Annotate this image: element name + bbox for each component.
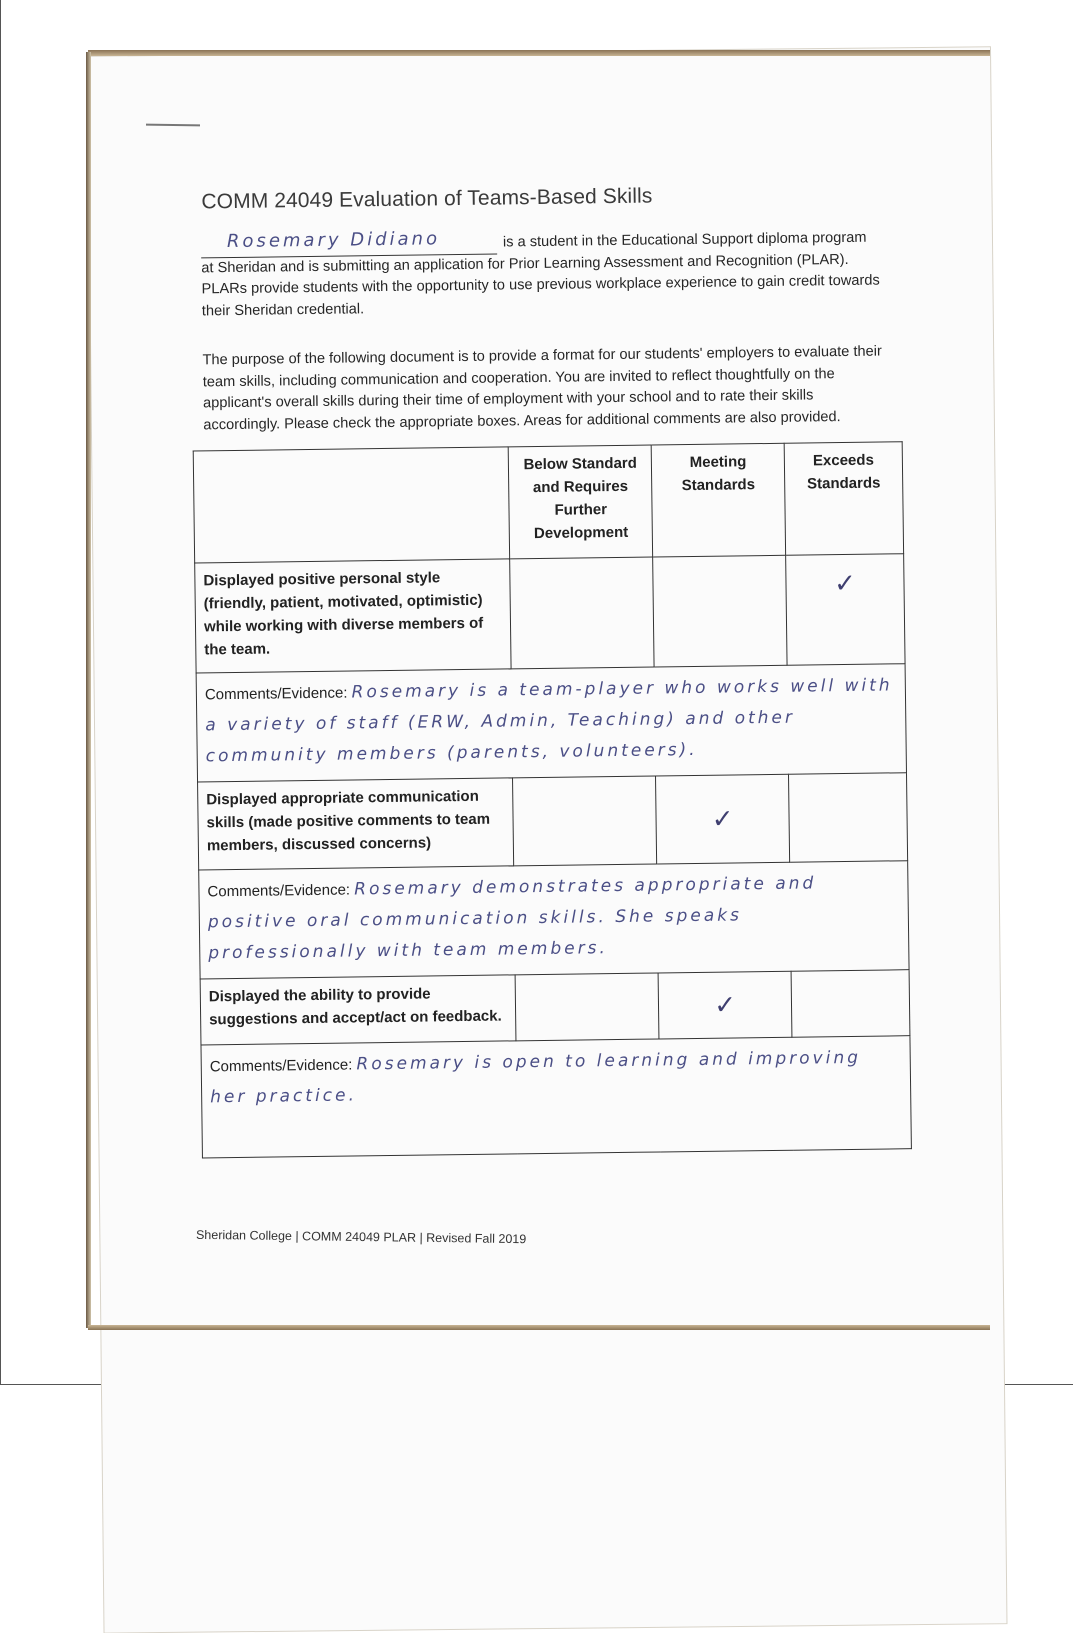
criterion-row-1: [195, 554, 905, 673]
purpose-paragraph: The purpose of the following document is to provide a format for our students' employers to evaluate their team skills, including communication and cooperation. You are invited to reflect thoughtfully on the applicant's overall skills during their time of employment with your school and to rate their skills accordingly. Please check the appropriate boxes. Areas for additional comments are also provided.: [202, 343, 882, 433]
rating-cell-exceeds[interactable]: [791, 970, 910, 1038]
header-below-standard: Below Standard and Requires Further Development: [509, 445, 653, 559]
rating-cell-meeting[interactable]: [658, 971, 792, 1039]
intro-paragraph: [201, 227, 882, 322]
comments-label: Comments/Evidence:: [209, 1056, 353, 1076]
header-exceeds-standards: Exceeds Standards: [784, 442, 903, 556]
document-footer: Sheridan College | COMM 24049 PLAR | Revised Fall 2019: [195, 1227, 527, 1247]
criterion-label: Displayed positive personal style (friendly, patient, motivated, optimistic) while working with diverse members of the team.: [195, 559, 512, 673]
criterion-label: Displayed the ability to provide suggestions and accept/act on feedback.: [200, 975, 516, 1045]
comments-row-1: [196, 664, 906, 782]
rating-cell-below[interactable]: [515, 973, 659, 1041]
comments-cell: [196, 664, 906, 782]
check-mark-icon: ✓: [714, 989, 737, 1021]
document-title: COMM 24049 Evaluation of Teams-Based Skills: [201, 184, 653, 214]
criterion-row-3: [200, 970, 910, 1045]
header-meeting-standards: Meeting Standards: [651, 443, 785, 557]
comments-cell: [199, 861, 909, 979]
criterion-label: Displayed appropriate communication skills (made positive comments to team members, discussed concerns): [198, 778, 514, 870]
rating-cell-below[interactable]: [510, 557, 654, 669]
rating-cell-meeting[interactable]: [656, 774, 790, 864]
intro-text: is a student in the Educational Support diploma program at Sheridan and is submitting an application for Prior Learning Assessment and Recognition (PLAR). PLARs provide students with the opportunity to use previous workplace experience to gain credit towards their Sheridan credential.: [201, 229, 880, 319]
comment-handwritten: Rosemary demonstrates appropriate and positive oral communication skills. She speaks professionally with team members.: [207, 873, 817, 964]
comments-label: Comments/Evidence:: [207, 881, 351, 901]
table-header-row: [193, 442, 903, 563]
comment-handwritten: Rosemary is a team-player who works well with a variety of staff (ERW, Admin, Teaching) and other community members (parents, volunteers).: [205, 675, 893, 767]
rating-cell-exceeds[interactable]: [789, 773, 908, 863]
rating-cell-exceeds[interactable]: [786, 554, 905, 666]
comments-cell: [201, 1036, 911, 1158]
rating-cell-below[interactable]: [513, 776, 657, 866]
comments-row-2: [199, 861, 909, 979]
student-name-field: [201, 227, 497, 258]
evaluation-table: [193, 441, 912, 1158]
student-name-handwritten: Rosemary Didiano: [226, 227, 441, 252]
check-mark-icon: ✓: [833, 568, 857, 600]
comment-handwritten: Rosemary is open to learning and improving her practice.: [210, 1047, 862, 1108]
header-cell-empty: [193, 447, 510, 563]
rating-cell-meeting[interactable]: [653, 555, 787, 667]
comments-label: Comments/Evidence:: [204, 684, 348, 704]
criterion-row-2: [198, 773, 908, 870]
check-mark-icon: ✓: [711, 803, 734, 835]
comments-row-3: [201, 1036, 911, 1158]
